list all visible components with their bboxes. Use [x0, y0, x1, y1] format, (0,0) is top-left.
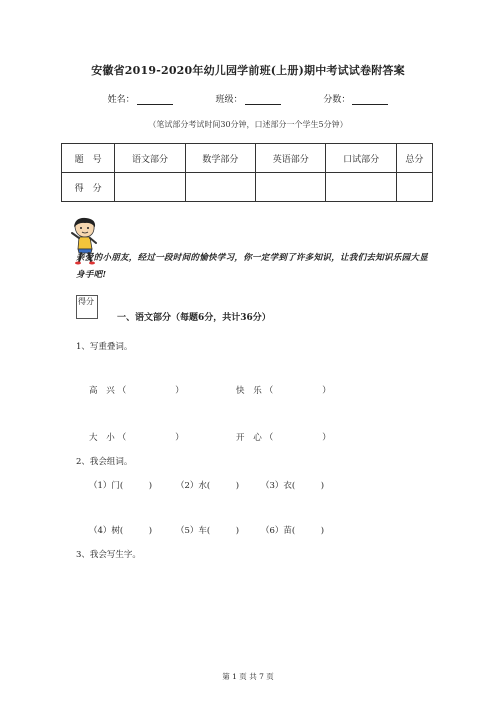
table-header-cell: 语文部分 — [115, 144, 185, 173]
score-label: 分数： — [323, 95, 351, 105]
q2-item[interactable]: （2）水( ) — [176, 481, 240, 491]
q2-item[interactable]: （6）苗( ) — [261, 526, 325, 536]
exam-time-note: （笔试部分考试时间30分钟，口述部分一个学生5分钟） — [148, 120, 348, 129]
table-cell[interactable] — [185, 173, 255, 202]
table-header-cell: 口试部分 — [326, 144, 396, 173]
score-field[interactable] — [323, 92, 388, 105]
q2-item[interactable]: （4）树( ) — [89, 526, 153, 536]
score-table — [61, 143, 433, 202]
table-row-label: 得 分 — [62, 173, 115, 202]
table-header-cell: 数学部分 — [185, 144, 255, 173]
question-3-title: 3、我会写生字。 — [76, 550, 141, 560]
table-header-cell: 英语部分 — [256, 144, 326, 173]
question-2-title: 2、我会组词。 — [76, 457, 133, 467]
q1-item[interactable]: 快 乐（ ） — [236, 386, 334, 396]
q2-item[interactable]: （3）衣( ) — [261, 481, 325, 491]
section-heading-chinese: 一、语文部分（每题6分，共计36分） — [117, 313, 271, 323]
student-info — [0, 92, 496, 105]
question-1-title: 1、写重叠词。 — [76, 342, 133, 352]
page-title: 安徽省2019-2020年幼儿园学前班(上册)期中考试试卷附答案 — [91, 64, 405, 77]
table-cell[interactable] — [326, 173, 396, 202]
class-field[interactable] — [215, 92, 280, 105]
class-blank[interactable] — [245, 95, 281, 105]
class-label: 班级： — [215, 95, 243, 105]
q2-item[interactable]: （5）车( ) — [176, 526, 240, 536]
table-header-row — [62, 144, 433, 173]
page-footer: 第 1 页 共 7 页 — [222, 672, 274, 681]
table-cell[interactable] — [396, 173, 432, 202]
name-field[interactable] — [108, 92, 173, 105]
score-blank[interactable] — [352, 95, 388, 105]
table-row — [62, 173, 433, 202]
table-header-cell: 题 号 — [62, 144, 115, 173]
intro-text: 亲爱的小朋友，经过一段时间的愉快学习，你一定学到了许多知识，让我们去知识乐园大显身手吧! — [76, 253, 429, 280]
section-score-box[interactable] — [76, 295, 98, 319]
q1-item[interactable]: 高 兴（ ） — [89, 386, 187, 396]
table-cell[interactable] — [115, 173, 185, 202]
q1-item[interactable]: 开 心（ ） — [236, 433, 334, 443]
section-score-label: 得分 — [78, 297, 94, 306]
q1-item[interactable]: 大 小（ ） — [89, 433, 187, 443]
name-label: 姓名： — [107, 95, 135, 105]
table-header-cell: 总分 — [396, 144, 432, 173]
table-cell[interactable] — [256, 173, 326, 202]
name-blank[interactable] — [137, 95, 173, 105]
q2-item[interactable]: （1）门( ) — [89, 481, 153, 491]
